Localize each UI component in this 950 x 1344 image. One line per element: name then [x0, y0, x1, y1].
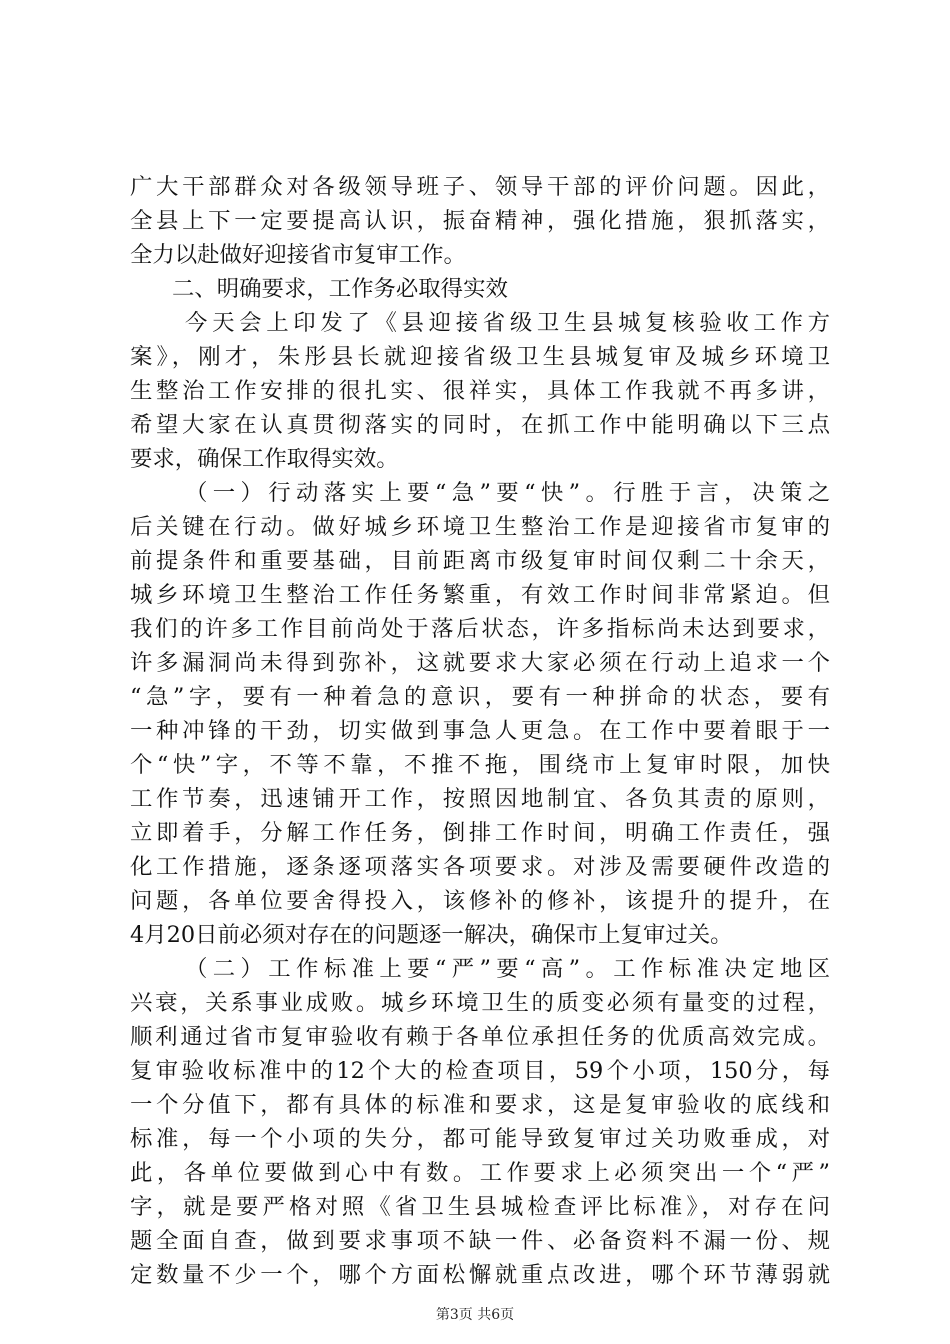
text-line: 一个分值下，都有具体的标准和要求，这是复审验收的底线和 — [130, 1092, 830, 1118]
subsection-line: （一）行动落实上要“急”要“快”。行胜于言，决策之 — [185, 480, 830, 506]
text-line: 标准，每一个小项的失分，都可能导致复审过关功败垂成，对 — [130, 1126, 830, 1152]
text-line: 个“快”字，不等不靠，不推不拖，围绕市上复审时限，加快 — [130, 752, 830, 778]
text-line: 此，各单位要做到心中有数。工作要求上必须突出一个“严” — [130, 1160, 830, 1186]
text-line: 要求，确保工作取得实效。 — [130, 446, 399, 472]
text-line: 字，就是要严格对照《省卫生县城检查评比标准》，对存在问 — [130, 1194, 830, 1220]
text-line: 全力以赴做好迎接省市复审工作。 — [130, 242, 466, 268]
page-number-footer: 第3页 共6页 — [435, 1307, 515, 1323]
text-line: 题全面自查，做到要求事项不缺一件、必备资料不漏一份、规 — [130, 1228, 830, 1254]
text-line: 复审验收标准中的12个大的检查项目，59个小项，150分，每 — [130, 1058, 830, 1084]
text-line: 化工作措施，逐条逐项落实各项要求。对涉及需要硬件改造的 — [130, 854, 830, 880]
text-line: 希望大家在认真贯彻落实的同时，在抓工作中能明确以下三点 — [130, 412, 830, 438]
text-line: 我们的许多工作目前尚处于落后状态，许多指标尚未达到要求， — [130, 616, 830, 642]
text-line: 顺利通过省市复审验收有赖于各单位承担任务的优质高效完成。 — [130, 1024, 830, 1050]
text-line: 定数量不少一个，哪个方面松懈就重点改进，哪个环节薄弱就 — [130, 1262, 830, 1288]
section-heading: 二、明确要求，工作务必取得实效 — [172, 276, 508, 302]
text-line: 4月20日前必须对存在的问题逐一解决，确保市上复审过关。 — [130, 922, 733, 948]
text-line: 生整治工作安排的很扎实、很祥实，具体工作我就不再多讲， — [130, 378, 830, 404]
text-line: 今天会上印发了《县迎接省级卫生县城复核验收工作方 — [185, 310, 830, 336]
text-line: 立即着手，分解工作任务，倒排工作时间，明确工作责任，强 — [130, 820, 830, 846]
text-line: “急”字，要有一种着急的意识，要有一种拼命的状态，要有 — [130, 684, 830, 710]
text-line: 前提条件和重要基础，目前距离市级复审时间仅剩二十余天， — [130, 548, 830, 574]
text-line: 城乡环境卫生整治工作任务繁重，有效工作时间非常紧迫。但 — [130, 582, 830, 608]
text-line: 案》，刚才，朱彤县长就迎接省级卫生县城复审及城乡环境卫 — [130, 344, 830, 370]
text-line: 全县上下一定要提高认识，振奋精神，强化措施，狠抓落实， — [130, 208, 830, 234]
text-line: 问题，各单位要舍得投入，该修补的修补，该提升的提升，在 — [130, 888, 830, 914]
text-line: 广大干部群众对各级领导班子、领导干部的评价问题。因此， — [130, 174, 830, 200]
text-line: 兴衰，关系事业成败。城乡环境卫生的质变必须有量变的过程， — [130, 990, 830, 1016]
subsection-line: （二）工作标准上要“严”要“高”。工作标准决定地区 — [185, 956, 830, 982]
document-body — [130, 170, 830, 1292]
text-line: 工作节奏，迅速铺开工作，按照因地制宜、各负其责的原则， — [130, 786, 830, 812]
text-line: 许多漏洞尚未得到弥补，这就要求大家必须在行动上追求一个 — [130, 650, 830, 676]
text-line: 后关键在行动。做好城乡环境卫生整治工作是迎接省市复审的 — [130, 514, 830, 540]
text-line: 一种冲锋的干劲，切实做到事急人更急。在工作中要着眼于一 — [130, 718, 830, 744]
